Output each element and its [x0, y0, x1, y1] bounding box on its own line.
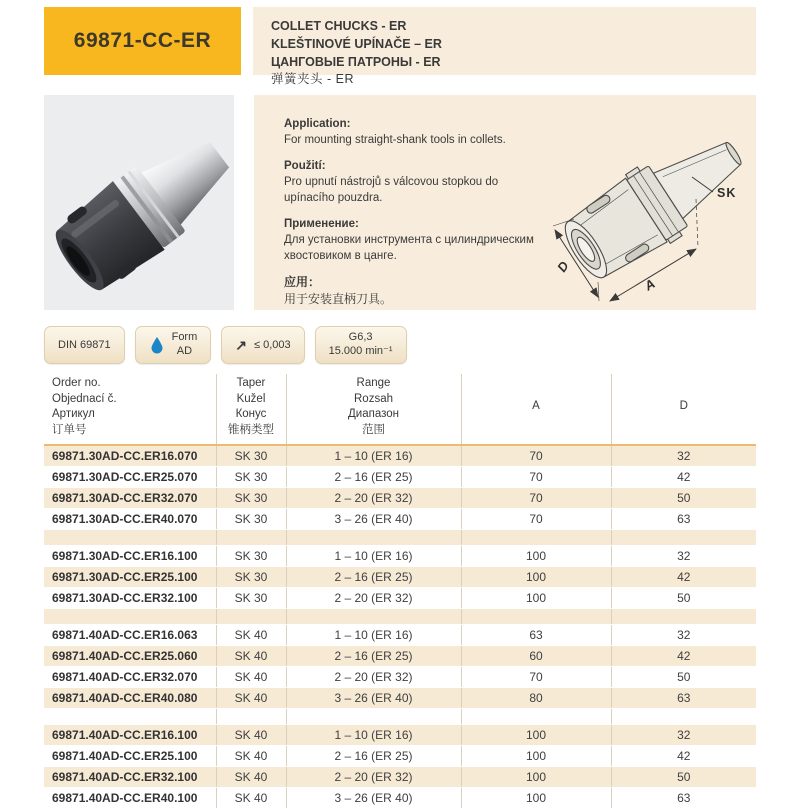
- column-header-order: Order no. Objednací č. Артикул 订单号: [52, 377, 117, 436]
- cell-d: 50: [611, 487, 756, 508]
- balance-grade-line1: G6,3: [348, 331, 373, 344]
- badges-row: [44, 326, 756, 364]
- separator-cell: [286, 529, 461, 545]
- application-line: For mounting straight-shank tools in collets.: [284, 134, 506, 147]
- dimension-d-label: D: [554, 258, 572, 275]
- cell-a: 100: [461, 724, 611, 745]
- cell-order: 69871.40AD-CC.ER25.100: [44, 745, 216, 766]
- collet-chuck-photo-image: [44, 95, 234, 310]
- dimension-drawing-image: [546, 101, 751, 311]
- cell-d: 32: [611, 624, 756, 645]
- runout-value: ≤ 0,003: [254, 339, 291, 351]
- technical-drawing: [546, 95, 756, 310]
- cell-a: 70: [461, 666, 611, 687]
- cell-order: 69871.40AD-CC.ER40.080: [44, 687, 216, 708]
- separator-cell: [611, 708, 756, 724]
- cell-d: 50: [611, 666, 756, 687]
- cell-d: 32: [611, 724, 756, 745]
- application-section-cs: [284, 158, 546, 207]
- coolant-drop-icon: [149, 336, 165, 354]
- separator-cell: [216, 608, 286, 624]
- din-standard-label: DIN 69871: [58, 339, 111, 351]
- cell-taper: SK 30: [216, 545, 286, 566]
- table-row: [44, 508, 756, 529]
- separator-cell: [611, 608, 756, 624]
- title-ru: ЦАНГОВЫЕ ПАТРОНЫ - ER: [271, 54, 441, 69]
- page-header: [44, 7, 756, 87]
- cell-taper: SK 30: [216, 445, 286, 466]
- separator-cell: [44, 608, 216, 624]
- product-code-box: [44, 7, 241, 75]
- separator-cell: [44, 529, 216, 545]
- cell-range: 1 – 10 (ER 16): [286, 445, 461, 466]
- separator-cell: [286, 608, 461, 624]
- application-label: Применение:: [284, 217, 359, 230]
- cell-a: 70: [461, 445, 611, 466]
- separator-row: [44, 608, 756, 624]
- badge-coolant-form: [135, 326, 212, 364]
- table-row: [44, 787, 756, 808]
- application-label: Použití:: [284, 159, 326, 172]
- cell-order: 69871.30AD-CC.ER32.070: [44, 487, 216, 508]
- cell-range: 2 – 20 (ER 32): [286, 587, 461, 608]
- application-text: [254, 95, 546, 310]
- product-table: [44, 374, 756, 809]
- table-row: [44, 724, 756, 745]
- cell-taper: SK 40: [216, 787, 286, 808]
- cell-taper: SK 40: [216, 745, 286, 766]
- cell-order: 69871.40AD-CC.ER32.070: [44, 666, 216, 687]
- cell-order: 69871.30AD-CC.ER40.070: [44, 508, 216, 529]
- table-body: [44, 445, 756, 808]
- table-row: [44, 624, 756, 645]
- cell-order: 69871.40AD-CC.ER40.100: [44, 787, 216, 808]
- cell-a: 63: [461, 624, 611, 645]
- cell-a: 100: [461, 745, 611, 766]
- column-header-d: D: [611, 374, 756, 445]
- table-row: [44, 487, 756, 508]
- table-row: [44, 545, 756, 566]
- cell-order: 69871.30AD-CC.ER16.100: [44, 545, 216, 566]
- column-header-a: A: [461, 374, 611, 445]
- cell-taper: SK 30: [216, 487, 286, 508]
- separator-cell: [611, 529, 756, 545]
- badge-balance-grade: [315, 326, 407, 364]
- runout-arrow-icon: ↗: [235, 337, 247, 353]
- cell-a: 60: [461, 645, 611, 666]
- cell-d: 42: [611, 566, 756, 587]
- table-row: [44, 745, 756, 766]
- cell-range: 2 – 20 (ER 32): [286, 666, 461, 687]
- cell-d: 63: [611, 687, 756, 708]
- badge-din-standard: [44, 326, 125, 364]
- application-section-zh: [284, 274, 546, 308]
- cell-d: 32: [611, 545, 756, 566]
- application-label: 应用：: [284, 274, 321, 289]
- cell-taper: SK 30: [216, 566, 286, 587]
- cell-range: 3 – 26 (ER 40): [286, 687, 461, 708]
- cell-range: 2 – 20 (ER 32): [286, 487, 461, 508]
- cell-order: 69871.30AD-CC.ER25.070: [44, 466, 216, 487]
- table-row: [44, 687, 756, 708]
- cell-order: 69871.40AD-CC.ER32.100: [44, 766, 216, 787]
- cell-a: 80: [461, 687, 611, 708]
- separator-cell: [216, 708, 286, 724]
- cell-a: 70: [461, 508, 611, 529]
- cell-d: 42: [611, 645, 756, 666]
- info-panel: [254, 95, 756, 310]
- cell-taper: SK 30: [216, 508, 286, 529]
- taper-sk-label: SK: [717, 186, 737, 200]
- product-photo: [44, 95, 234, 310]
- separator-row: [44, 708, 756, 724]
- application-label: Application:: [284, 118, 351, 130]
- cell-order: 69871.40AD-CC.ER16.063: [44, 624, 216, 645]
- cell-taper: SK 40: [216, 724, 286, 745]
- table-header: [44, 374, 756, 445]
- title-cs: KLEŠTINOVÉ UPÍNAČE – ER: [271, 36, 442, 51]
- cell-taper: SK 40: [216, 645, 286, 666]
- title-zh: 弹簧夹头 - ER: [271, 72, 354, 87]
- cell-d: 42: [611, 745, 756, 766]
- cell-taper: SK 40: [216, 687, 286, 708]
- cell-range: 1 – 10 (ER 16): [286, 545, 461, 566]
- application-line: Pro upnutí nástrojů s válcovou stopkou do upínacího pouzdra.: [284, 175, 499, 205]
- application-line: 用于安装直柄刀具。: [284, 291, 393, 306]
- cell-taper: SK 40: [216, 766, 286, 787]
- cell-taper: SK 30: [216, 466, 286, 487]
- cell-range: 3 – 26 (ER 40): [286, 787, 461, 808]
- balance-grade-line2: 15.000 min⁻¹: [328, 345, 393, 357]
- application-section-en: [284, 116, 546, 149]
- cell-taper: SK 30: [216, 587, 286, 608]
- separator-cell: [461, 608, 611, 624]
- title-en: COLLET CHUCKS - ER: [271, 19, 407, 33]
- cell-d: 32: [611, 445, 756, 466]
- media-row: [44, 95, 756, 310]
- cell-order: 69871.40AD-CC.ER25.060: [44, 645, 216, 666]
- table-row: [44, 466, 756, 487]
- cell-range: 2 – 16 (ER 25): [286, 466, 461, 487]
- application-line: Для установки инструмента с цилиндрическим: [284, 233, 534, 246]
- cell-d: 63: [611, 508, 756, 529]
- separator-cell: [461, 529, 611, 545]
- cell-d: 50: [611, 587, 756, 608]
- cell-order: 69871.40AD-CC.ER16.100: [44, 724, 216, 745]
- cell-a: 70: [461, 466, 611, 487]
- cell-a: 100: [461, 787, 611, 808]
- application-section-ru: [284, 216, 546, 265]
- cell-range: 1 – 10 (ER 16): [286, 624, 461, 645]
- column-header-range: Range Rozsah Диапазон 范围: [286, 374, 461, 445]
- table-row: [44, 666, 756, 687]
- table-row: [44, 445, 756, 466]
- cell-range: 2 – 16 (ER 25): [286, 566, 461, 587]
- table-row: [44, 587, 756, 608]
- cell-range: 2 – 16 (ER 25): [286, 645, 461, 666]
- cell-d: 50: [611, 766, 756, 787]
- coolant-form-line2: AD: [176, 345, 193, 357]
- cell-a: 100: [461, 587, 611, 608]
- separator-cell: [216, 529, 286, 545]
- table-row: [44, 766, 756, 787]
- cell-d: 63: [611, 787, 756, 808]
- coolant-form-line1: Form: [171, 331, 198, 344]
- separator-cell: [461, 708, 611, 724]
- cell-order: 69871.30AD-CC.ER16.070: [44, 445, 216, 466]
- dimension-a-label: A: [641, 275, 658, 294]
- application-line: хвостовиком в цанге.: [284, 250, 397, 263]
- cell-order: 69871.30AD-CC.ER25.100: [44, 566, 216, 587]
- table-row: [44, 566, 756, 587]
- cell-order: 69871.30AD-CC.ER32.100: [44, 587, 216, 608]
- cell-a: 100: [461, 545, 611, 566]
- badge-runout: [221, 326, 304, 364]
- separator-cell: [44, 708, 216, 724]
- separator-cell: [286, 708, 461, 724]
- cell-range: 3 – 26 (ER 40): [286, 508, 461, 529]
- product-titles: [253, 7, 756, 87]
- separator-row: [44, 529, 756, 545]
- cell-taper: SK 40: [216, 624, 286, 645]
- cell-range: 1 – 10 (ER 16): [286, 724, 461, 745]
- column-header-taper: Taper Kužel Конус 锥柄类型: [216, 374, 286, 445]
- cell-range: 2 – 16 (ER 25): [286, 745, 461, 766]
- cell-a: 70: [461, 487, 611, 508]
- cell-taper: SK 40: [216, 666, 286, 687]
- cell-a: 100: [461, 566, 611, 587]
- table-row: [44, 645, 756, 666]
- cell-a: 100: [461, 766, 611, 787]
- product-code: 69871-CC-ER: [73, 29, 212, 52]
- cell-d: 42: [611, 466, 756, 487]
- cell-range: 2 – 20 (ER 32): [286, 766, 461, 787]
